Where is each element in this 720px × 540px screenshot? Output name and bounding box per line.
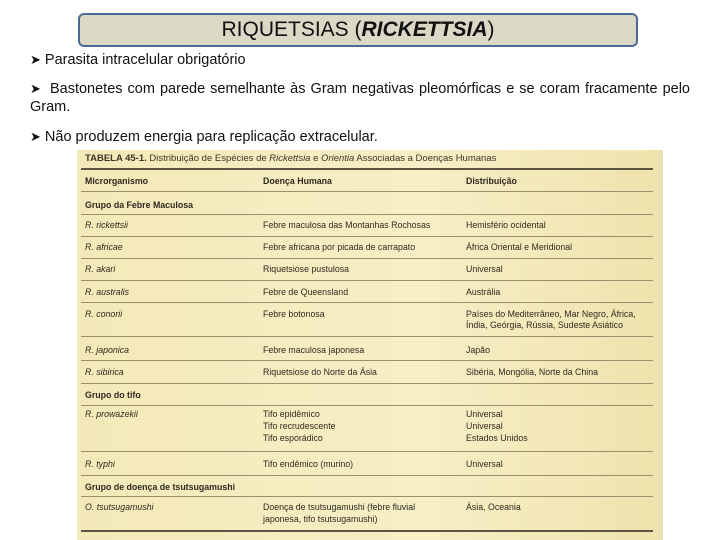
distribution-cell: Japão xyxy=(466,345,490,355)
title-prefix: RIQUETSIAS ( xyxy=(221,18,362,41)
caption-part: Orientia xyxy=(321,153,355,164)
table-rule xyxy=(81,475,653,476)
disease-cell: Febre de Queensland xyxy=(263,287,349,297)
table-rule xyxy=(81,451,653,452)
distribution-cell: Ásia, Oceania xyxy=(466,502,521,512)
slide-title xyxy=(78,13,638,47)
table-rule xyxy=(81,383,653,384)
caption-part: Rickettsia xyxy=(269,153,311,164)
group-heading: Grupo da Febre Maculosa xyxy=(85,200,194,210)
table-rule xyxy=(81,214,653,215)
table-rule xyxy=(81,530,653,532)
disease-cell: Doença de tsutsugamushi (febre fluvial xyxy=(263,502,416,512)
table-label: TABELA 45-1. xyxy=(85,153,147,164)
title-suffix: ) xyxy=(487,18,495,41)
table-rule xyxy=(81,280,653,281)
distribution-cell: Universal xyxy=(466,459,503,469)
caption-part: Associadas a Doenças Humanas xyxy=(354,153,497,164)
disease-cell: Febre africana por picada de carrapato xyxy=(263,242,416,252)
disease-cell: Febre botonosa xyxy=(263,309,325,319)
distribution-cell: Universal xyxy=(466,421,503,431)
bullet-item xyxy=(30,51,690,69)
group-heading: Grupo de doença de tsutsugamushi xyxy=(85,482,236,492)
title-emphasis: RICKETTSIA xyxy=(361,18,488,41)
table-rule xyxy=(81,405,653,406)
disease-cell: japonesa, tifo tsutsugamushi) xyxy=(263,514,378,524)
table-rule xyxy=(81,496,653,497)
disease-cell: Febre maculosa japonesa xyxy=(263,345,365,355)
caption-part: e xyxy=(310,153,322,164)
distribution-cell: Universal xyxy=(466,264,503,274)
disease-cell: Febre maculosa das Montanhas Rochosas xyxy=(263,220,431,230)
distribution-cell: Hemisfério ocidental xyxy=(466,220,546,230)
table-rule xyxy=(81,236,653,237)
scanned-table-image xyxy=(77,150,663,540)
table-rule xyxy=(81,360,653,361)
bullet-text: Bastonetes com parede semelhante às Gram negativas pleomórficas e se coram fracamente pelo Gram. xyxy=(30,81,690,115)
organism-cell: R. typhi xyxy=(85,459,115,469)
distribution-cell: África Oriental e Meridional xyxy=(466,242,573,252)
bullet-text: Parasita intracelular obrigatório xyxy=(44,52,246,68)
organism-cell: R. japonica xyxy=(85,345,130,355)
bullet-item xyxy=(30,128,690,146)
organism-cell: O. tsutsugamushi xyxy=(85,502,154,512)
disease-cell: Tifo epidêmico xyxy=(263,409,320,419)
distribution-cell: Sibéria, Mongólia, Norte da China xyxy=(466,367,599,377)
organism-cell: R. conorii xyxy=(85,309,123,319)
disease-cell: Riquetsiose do Norte da Ásia xyxy=(263,367,377,377)
page-edge xyxy=(655,150,663,540)
distribution-cell: Índia, Geórgia, Rússia, Sudeste Asiático xyxy=(466,320,623,330)
organism-cell: R. rickettsii xyxy=(85,220,129,230)
organism-cell: R. akari xyxy=(85,264,116,274)
distribution-cell: Estados Unidos xyxy=(466,433,528,443)
column-header: Microrganismo xyxy=(85,176,149,186)
distribution-cell: Austrália xyxy=(466,287,501,297)
column-header: Distribuição xyxy=(466,176,517,186)
bullet-text: Não produzem energia para replicação extracelular. xyxy=(44,129,378,145)
disease-cell: Riquetsiose pustulosa xyxy=(263,264,350,274)
caption-part: Distribuição de Espécies de xyxy=(149,153,270,164)
table-rule xyxy=(81,168,653,170)
disease-cell: Tifo endêmico (murino) xyxy=(263,459,354,469)
organism-cell: R. sibirica xyxy=(85,367,124,377)
organism-cell: R. prowazekii xyxy=(85,409,138,419)
bullet-item xyxy=(30,80,690,116)
group-heading: Grupo do tifo xyxy=(85,390,141,400)
organism-cell: R. africae xyxy=(85,242,123,252)
arrow-bullet-icon: ➤ xyxy=(30,81,41,96)
table-caption xyxy=(85,153,496,164)
arrow-bullet-icon: ➤ xyxy=(30,52,41,67)
distribution-cell: Países do Mediterrâneo, Mar Negro, África, xyxy=(466,309,636,319)
organism-cell: R. australis xyxy=(85,287,129,297)
column-header: Doença Humana xyxy=(263,176,332,186)
table-rule xyxy=(81,258,653,259)
table-rule xyxy=(81,336,653,337)
disease-cell: Tifo esporádico xyxy=(263,433,323,443)
distribution-cell: Universal xyxy=(466,409,503,419)
table-rule xyxy=(81,302,653,303)
disease-cell: Tifo recrudescente xyxy=(263,421,336,431)
arrow-bullet-icon: ➤ xyxy=(30,129,41,144)
table-rule xyxy=(81,191,653,192)
